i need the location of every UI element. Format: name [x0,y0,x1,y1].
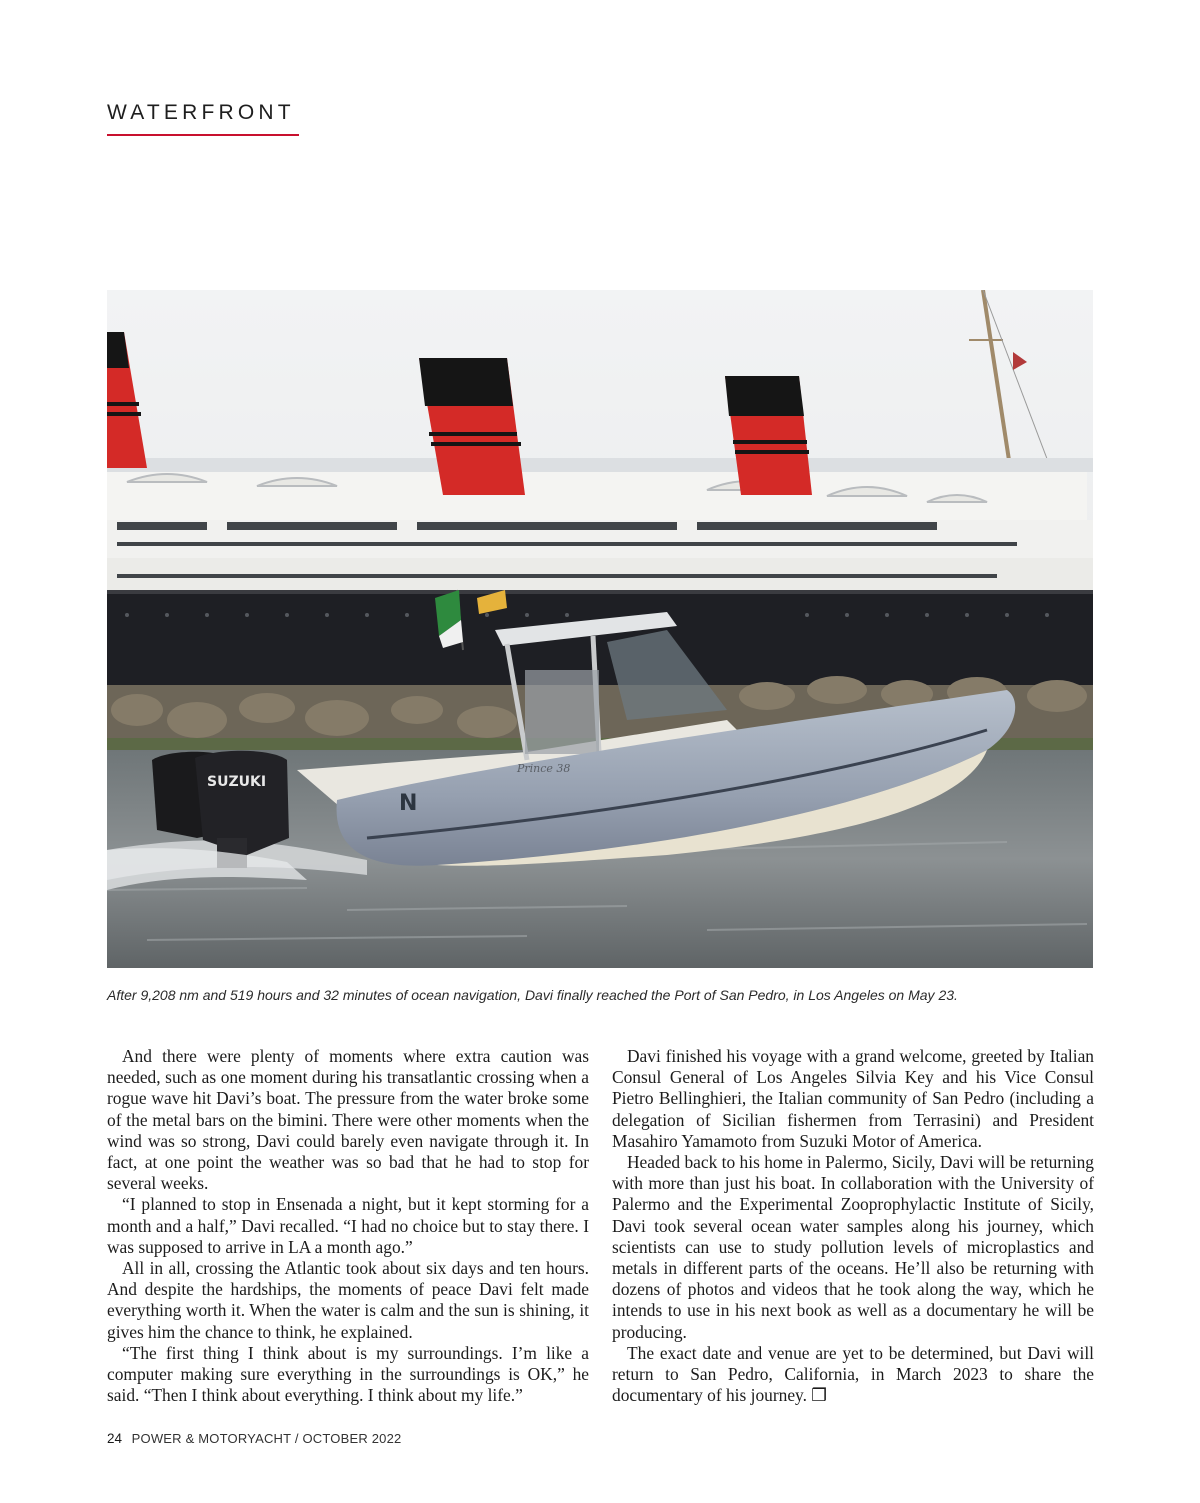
page-number: 24 [107,1431,123,1446]
article-column-left [107,1046,589,1406]
paragraph: “I planned to stop in Ensenada a night, but it kept storming for a month and a half,” Davi recalled. “I had no choice but to stay there. I was supposed to arrive in LA a month ago.” [107,1194,589,1257]
photo-caption: After 9,208 nm and 519 hours and 32 minutes of ocean navigation, Davi finally reached the Port of San Pedro, in Los Angeles on May 23. [107,987,958,1003]
engine-brand: SUZUKI [207,774,267,790]
paragraph: “The first thing I think about is my surroundings. I’m like a computer making sure everything in the surroundings is OK,” he said. “Then I think about everything. I think about my life.” [107,1342,589,1406]
article-column-right [612,1046,1094,1406]
hull-logo: N [399,791,418,816]
ship-and-boat-illustration [107,290,1093,968]
page-footer [107,1431,401,1446]
paragraph: And there were plenty of moments where extra caution was needed, such as one moment during his transatlantic crossing when a rogue wave hit Davi’s boat. The pressure from the water broke some of the metal bars on the bimini. There were other moments when the wind was so strong, Davi could barely even navigate through it. In fact, at one point the weather was so bad that he had to stop for several weeks. [107,1046,589,1194]
article-photo [107,290,1093,968]
section-rule [107,134,299,136]
paragraph: Davi finished his voyage with a grand welcome, greeted by Italian Consul General of Los Angeles Silvia Key and his Vice Consul Pietro Bellinghieri, the Italian community of San Pedro (including a delegation of Sicilian fishermen from Terrasini) and President Masahiro Yamamoto from Suzuki Motor of America. [612,1046,1094,1151]
boat-model-label: Prince 38 [517,762,571,775]
paragraph: Headed back to his home in Palermo, Sicily, Davi will be returning with more than just his boat. In collaboration with the University of Palermo and the Experimental Zooprophylactic Institute of Sicily, Davi took several ocean water samples along his journey, which scientists can use to study pollution levels of microplastics and metals in different parts of the oceans. He’ll also be returning with dozens of photos and videos that he took along the way, which he intends to use in his next book as well as a documentary he will be producing. [612,1152,1094,1342]
section-title: WATERFRONT [107,101,295,124]
publication-line: POWER & MOTORYACHT / OCTOBER 2022 [131,1431,402,1446]
paragraph: All in all, crossing the Atlantic took about six days and ten hours. And despite the hardships, the moments of peace Davi felt made everything worth it. When the water is calm and the sun is shining, it gives him the chance to think, he explained. [107,1258,589,1342]
paragraph: The exact date and venue are yet to be determined, but Davi will return to San Pedro, California, in March 2023 to share the documentary of his journey. ❒ [612,1342,1094,1406]
